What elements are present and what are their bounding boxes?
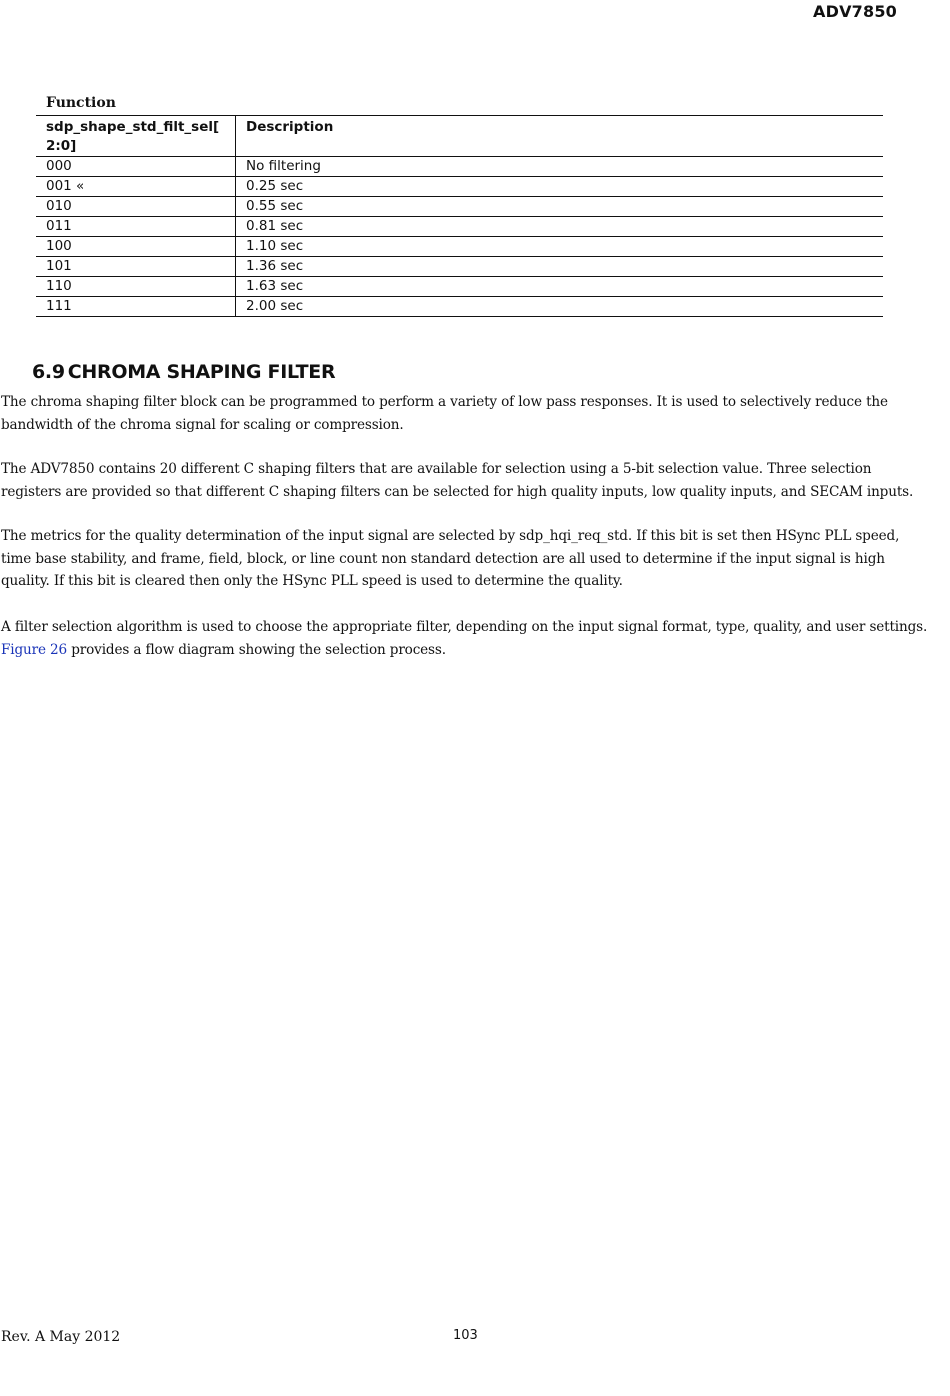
footer-page-number: 103 [453, 1328, 478, 1343]
cell-value: 001 « [36, 177, 236, 197]
table-caption: Function [46, 95, 116, 111]
cell-value: 000 [36, 157, 236, 177]
cell-value: 110 [36, 277, 236, 297]
column-header-description: Description [236, 116, 884, 157]
section-number: 6.9 [32, 361, 65, 383]
cell-description: 0.25 sec [236, 177, 884, 197]
figure-26-link[interactable]: Figure 26 [1, 641, 68, 658]
table-row [36, 297, 883, 317]
table-row [36, 237, 883, 257]
cell-description: 1.10 sec [236, 237, 884, 257]
column-header-register: sdp_shape_std_filt_sel[ 2:0] [36, 116, 236, 157]
cell-value: 101 [36, 257, 236, 277]
table-row [36, 197, 883, 217]
paragraph-with-figure-link [1, 616, 931, 661]
cell-description: No filtering [236, 157, 884, 177]
cell-description: 2.00 sec [236, 297, 884, 317]
paragraph-text: A filter selection algorithm is used to choose the appropriate filter, depending on the input signal format, type, quality, and user settings. [1, 619, 928, 635]
function-table [36, 115, 883, 317]
table-row [36, 217, 883, 237]
section-title: CHROMA SHAPING FILTER [67, 361, 336, 383]
table-row [36, 257, 883, 277]
paragraph-text-tail: provides a flow diagram showing the selection process. [67, 641, 446, 658]
document-header-title: ADV7850 [813, 2, 897, 21]
paragraph: The ADV7850 contains 20 different C shaping filters that are available for selection using a 5-bit selection value. Three selection registers are provided so that different C shaping filters can be selected for high quality inputs, low quality inputs, and SECAM inputs. [1, 461, 914, 500]
cell-value: 100 [36, 237, 236, 257]
table-row [36, 177, 883, 197]
paragraph: The metrics for the quality determination of the input signal are selected by sdp_hqi_req_std. If this bit is set then HSync PLL speed, time base stability, and frame, field, block, or line count non standard detection are all used to determine if the input signal is high quality. If this bit is cleared then only the HSync PLL speed is used to determine the quality. [1, 528, 900, 589]
table-header-row [36, 116, 883, 157]
cell-value: 011 [36, 217, 236, 237]
cell-description: 0.81 sec [236, 217, 884, 237]
cell-description: 1.36 sec [236, 257, 884, 277]
cell-value: 111 [36, 297, 236, 317]
footer-revision: Rev. A May 2012 [1, 1329, 121, 1345]
cell-description: 0.55 sec [236, 197, 884, 217]
cell-value: 010 [36, 197, 236, 217]
table-row [36, 157, 883, 177]
cell-description: 1.63 sec [236, 277, 884, 297]
section-heading [32, 361, 335, 383]
table-row [36, 277, 883, 297]
paragraph: The chroma shaping filter block can be programmed to perform a variety of low pass responses. It is used to selectively reduce the bandwidth of the chroma signal for scaling or compression. [1, 394, 888, 433]
